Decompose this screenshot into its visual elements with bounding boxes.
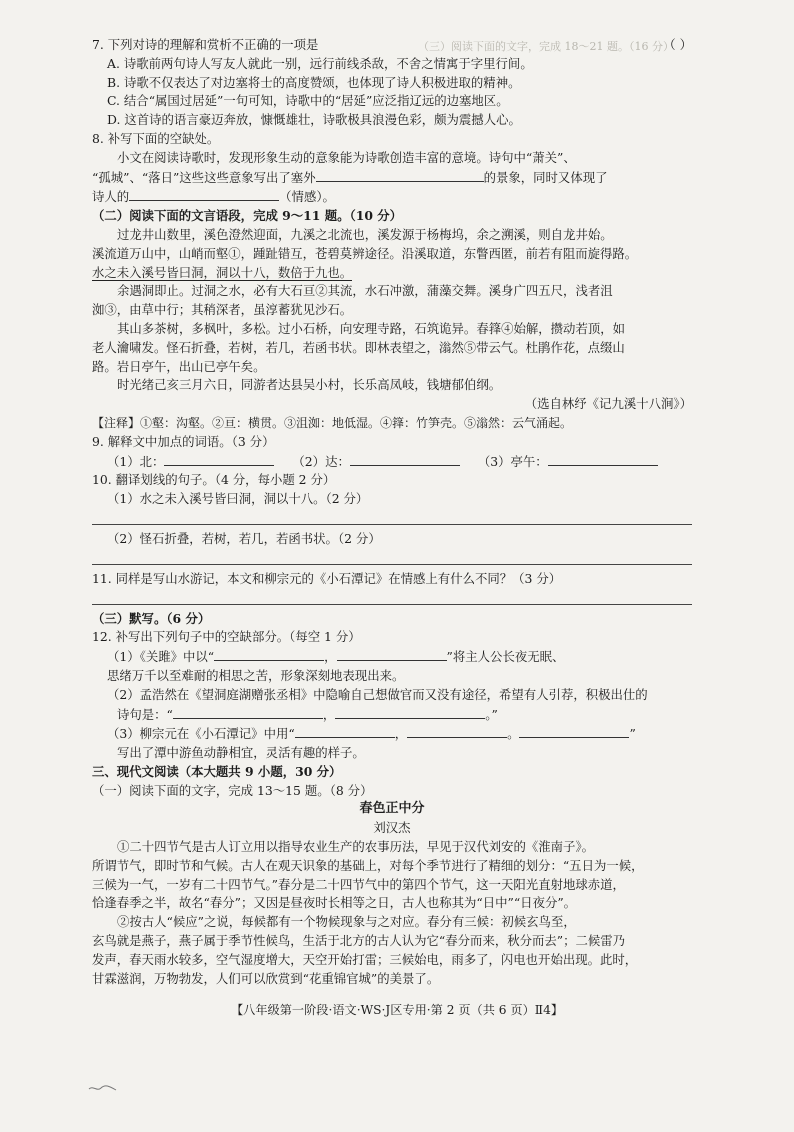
q12-item-2: （2）孟浩然在《望洞庭湖赠张丞相》中隐喻自己想做官而又没有途径，希望有人引荐，积极出仕的 [107, 686, 648, 702]
q9-item-1: （1）北： [107, 453, 165, 469]
q12-1-comma: ， [324, 649, 337, 665]
passage-p1-line2: 溪流道万山中，山峭而壑①，踵趾错互，苍碧莫辨途径。沿溪取道，东瞥西匿，前若有阻而旋得路。 [92, 245, 638, 261]
q10-answer-line-2[interactable] [92, 550, 692, 565]
passage-p1-line1: 过龙井山数里，溪色澄然迎面，九溪之北流也，溪发源于杨梅坞，余之溯溪，则自龙井始。 [117, 226, 613, 242]
q12-item-1 [92, 647, 692, 667]
q9-blank-1[interactable] [164, 452, 274, 466]
q10-stem: 10. 翻译划线的句子。（4 分，每小题 2 分） [92, 472, 336, 488]
q12-item-3 [92, 724, 692, 744]
q12-2-end: 。” [485, 706, 498, 722]
q7-option-a: A. 诗歌前两句诗人写友人就此一别，远行前线杀敌，不舍之情寓于字里行间。 [107, 55, 533, 71]
underlined-sentence-1: 水之未入溪号皆曰洞，洞以十八，数倍于九也。 [92, 264, 353, 280]
q12-3-period: 。 [507, 726, 520, 742]
essay-p1-line1: ①二十四节气是古人订立用以指导农业生产的农事历法，早见于汉代刘安的《淮南子》。 [117, 839, 595, 855]
q12-blank-4[interactable] [335, 705, 485, 719]
q8-stem: 8. 补写下面的空缺处。 [92, 130, 220, 146]
q12-1-start: （1）《关雎》中以“ [107, 649, 215, 665]
q9-stem: 9. 解释文中加点的词语。（3 分） [92, 433, 275, 449]
q7-option-b: B. 诗歌不仅表达了对边塞将士的高度赞颂，也体现了诗人积极进取的精神。 [107, 74, 521, 90]
page-content [92, 36, 692, 988]
q12-3-start: （3）柳宗元在《小石潭记》中用“ [107, 726, 295, 742]
q9-item-2: （2）达： [292, 453, 350, 469]
q12-3-comma-1: ， [394, 726, 408, 742]
q7-stem: 7. 下列对诗的理解和赏析不正确的一项是 [92, 37, 319, 52]
q7-stem-row [92, 36, 692, 55]
q9-answers [92, 452, 692, 472]
q7-option-c: C. 结合“属国过居延”一句可知，诗歌中的“居延”应泛指辽远的边塞地区。 [107, 93, 509, 109]
section-2-heading: （二）阅读下面的文言语段，完成 9～11 题。（10 分） [92, 208, 403, 224]
essay-p2-line1: ②按古人“候应”之说，每候都有一个物候现象与之对应。春分有三候：初候玄鸟至， [117, 914, 576, 930]
q12-blank-5[interactable] [295, 724, 395, 738]
q8-line3-end: （情感）。 [279, 189, 335, 205]
q8-line1: 小文在阅读诗歌时，发现形象生动的意象能为诗歌创造丰富的意境。诗句中“萧关”、 [117, 149, 576, 165]
q8-line2 [92, 168, 692, 188]
q9-blank-3[interactable] [548, 452, 658, 466]
part-3-sub-heading: （一）阅读下面的文字，完成 13～15 题。（8 分） [92, 782, 373, 798]
q10-answer-line-1[interactable] [92, 510, 692, 525]
page-footer: 【八年级第一阶段·语文·WS·J区专用·第 2 页（共 6 页）Ⅱ4】 [230, 1003, 564, 1017]
q12-1-end: ”将主人公长夜无眠、 [446, 649, 565, 665]
essay-p2-line3: 发声，春天雨水较多，空气湿度增大，天空开始打雷；三候始电，雨多了，闪电也开始出现。此时， [92, 951, 638, 967]
essay-p1-line3: 三候为一气，一岁有二十四节气。”春分是二十四节气中的第四个节气，这一天阳光直射地球赤道， [92, 876, 625, 892]
q9-item-3: （3）亭午： [477, 453, 548, 469]
q12-item-1-cont: 思绪万千以至难耐的相思之苦，形象深刻地表现出来。 [107, 667, 405, 683]
q8-line2-start: “孤城”、“落日”这些这些意象写出了塞外 [92, 169, 316, 185]
q12-blank-2[interactable] [337, 647, 447, 661]
q12-blank-7[interactable] [519, 724, 629, 738]
q12-blank-1[interactable] [214, 647, 324, 661]
essay-p2-line4: 甘霖滋润，万物勃发，人们可以欣赏到“花重锦官城”的美景了。 [92, 970, 440, 986]
q12-blank-3[interactable] [173, 705, 323, 719]
section-3-heading: （三）默写。（6 分） [92, 610, 211, 626]
q8-line3 [92, 187, 692, 207]
q8-line3-start: 诗人的 [92, 189, 130, 205]
pencil-mark-icon [88, 1083, 118, 1093]
part-3-heading: 三、现代文阅读（本大题共 9 小题，30 分） [92, 763, 342, 779]
q9-blank-2[interactable] [350, 452, 460, 466]
q12-2-comma: ， [322, 706, 336, 722]
bleed-through-text: （三）阅读下面的文字，完成 18～21 题。（16 分） [418, 40, 674, 53]
passage-p2-line2: 洳③，由草中行；其稍深者，虽淳蓄犹见沙石。 [92, 302, 353, 318]
q7-option-d: D. 这首诗的语言豪迈奔放，慷慨雄壮，诗歌极具浪漫色彩，颇为震撼人心。 [107, 112, 521, 128]
q11-answer-line[interactable] [92, 590, 692, 605]
essay-p1-line2: 所谓节气，即时节和气候。古人在观天识象的基础上，对每个季节进行了精细的划分：“五日为一候， [92, 857, 644, 873]
passage-p3-line1: 其山多茶树，多枫叶，多松。过小石桥，向安理寺路，石筑诡异。春箨④始解，攒动若顶，如 [117, 320, 626, 336]
passage-p4: 时光绪己亥三月六日，同游者达县吴小村，长乐高凤岐，钱塘郁伯纲。 [117, 377, 502, 393]
passage-p3-line3: 路。岩日亭午，出山已亭午矣。 [92, 358, 266, 374]
q10-item-2: （2）怪石折叠，若树，若几，若函书状。（2 分） [107, 530, 381, 546]
q12-2-start: 诗句是：“ [117, 706, 173, 722]
q8-line2-end: 的景象，同时又体现了 [483, 169, 608, 185]
passage-source: （选自林纾《记九溪十八涧》） [524, 396, 692, 412]
q12-blank-6[interactable] [407, 724, 507, 738]
essay-title: 春色正中分 [359, 801, 425, 817]
q12-item-3-cont: 写出了潭中游鱼动静相宜，灵活有趣的样子。 [117, 745, 365, 761]
essay-author: 刘汉杰 [373, 820, 411, 836]
essay-p1-line4: 恰逢春季之半，故名“春分”；又因是昼夜时长相等之日，古人也称其为“日中”“日夜分”。 [92, 895, 577, 911]
q8-blank-2[interactable] [129, 187, 279, 201]
passage-p2-line1: 余遇洞即止。过洞之水，必有大石亘②其流，水石冲激，蒲藻交舞。溪身广四五尺，浅者沮 [117, 283, 613, 299]
q10-item-1: （1）水之未入溪号皆曰洞，洞以十八。（2 分） [107, 491, 369, 507]
q11-stem: 11. 同样是写山水游记，本文和柳宗元的《小石潭记》在情感上有什么不同？（3 分） [92, 570, 562, 586]
q12-item-2-cont [92, 705, 692, 725]
essay-p2-line2: 玄鸟就是燕子，燕子属于季节性候鸟，生活于北方的古人认为它“春分而来，秋分而去”；二候雷乃 [92, 933, 626, 949]
q12-3-quote-end: ” [629, 726, 636, 742]
passage-p1-line3 [92, 264, 692, 283]
q8-blank-1[interactable] [316, 168, 484, 182]
q7-answer-bracket[interactable]: （ ） [663, 37, 692, 52]
q12-stem: 12. 补写出下列句子中的空缺部分。（每空 1 分） [92, 629, 361, 645]
passage-notes: 【注释】①壑：沟壑。②亘：横贯。③沮洳：地低湿。④箨：竹笋壳。⑤滃然：云气涌起。 [92, 415, 573, 430]
passage-p3-line2: 老人瀹啸发。怪石折叠，若树，若几，若函书状。即林表望之，滃然⑤带云气。杜鹃作花，点缀山 [92, 339, 625, 355]
